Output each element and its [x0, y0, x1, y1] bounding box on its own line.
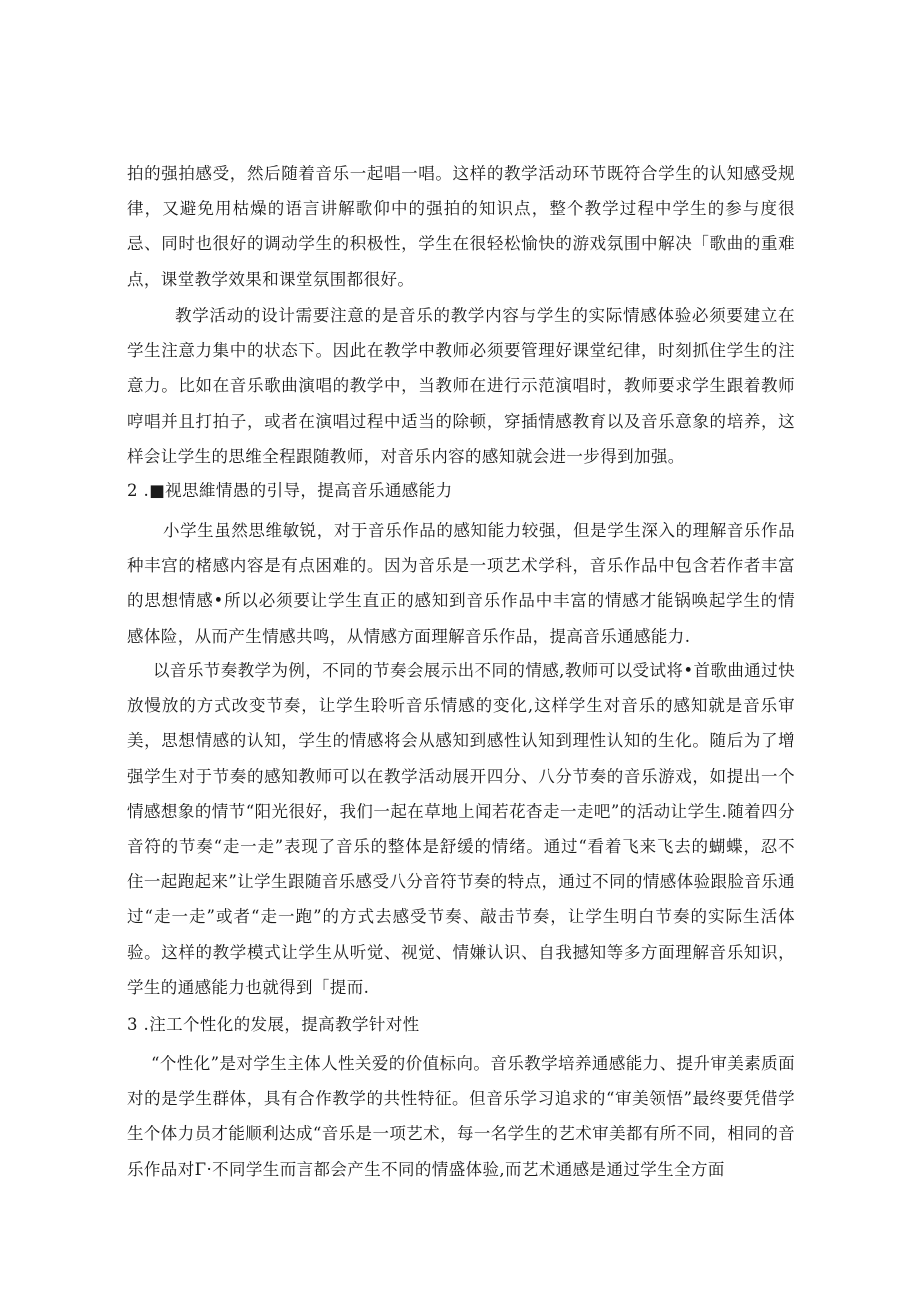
section-heading-2: 2 .■视思維情愚的引导，提高音乐通感能力: [127, 481, 453, 500]
paragraph-2: 教学活动的设计需要注意的是音乐的教学内容与学生的实际情感体验必须要建立在学生注意力集中的状态下。因此在教学中教师必须要管理好课堂纪律，时刻抓住学生的注意力。比如在音乐歌曲演唱的教学中，当教师在进行示范演唱时，教师要求学生跟着教师哼唱并且打拍子，或者在演唱过程中适当的除顿，穿插情感教育以及音乐意象的培养，这样会让学生的思维全程跟随教师，对音乐内容的感知就会进一步得到加强。: [127, 306, 795, 466]
paragraph-1: 拍的强拍感受，然后随着音乐一起唱一唱。这样的教学活动环节既符合学生的认知感受规律，又避免用枯燥的语言讲解歌仰中的强拍的知识点，整个教学过程中学生的参与度很忌、同时也很好的调动学生的积极性，学生在很轻松愉快的游戏氛围中解决「歌曲的重难点，课堂教学效果和课堂氛围都很好。: [127, 164, 795, 289]
section-heading-3: 3 .注工个性化的发展，提高教学针对性: [127, 1015, 420, 1034]
paragraph-4: 以音乐节奏教学为例，不同的节奏会展示出不同的情感,教师可以受试将•首歌曲通过快放慢放的方式改变节奏，让学生聆听音乐情感的变化,这样学生对音乐的感知就是音乐审美，思想情感的认知，学生的情感将会从感知到感性认知到理性认知的生化。随后为了增强学生对于节奏的感知教师可以在教学活动展开四分、八分节奏的音乐游戏，如提出一个情感想象的情节“阳光很好，我们一起在草地上闻若花杳走一走吧”的活动让学生.随着四分音符的节奏“走一走”表现了音乐的整体是舒缓的情绪。通过“看着飞来飞去的蝴蝶，忍不住一起跑起来”让学生跟随音乐感受八分音符节奏的特点，通过不同的情感体验跟脸音乐通过“走一走”或者“走一跑”的方式去感受节奏、敲击节奏，让学生明白节奏的实际生活体验。这样的教学模式让学生从听觉、视觉、情嫌认识、自我撼知等多方面理解音乐知识，学生的通感能力也就得到「提而.: [127, 661, 795, 997]
paragraph-5: “个性化”是对学生主体人性关爱的价值标向。音乐教学培养通感能力、提升审美素质面对的是学生群体，具有合作教学的共性特征。但音乐学习追求的“审美领悟”最终要凭借学生个体力员才能顺利达成“音乐是一项艺术，每一名学生的艺术审美都有所不同，相同的音乐作品对Γ·不同学生而言都会产生不同的情盛体验,而艺术通感是通过学生全方面: [127, 1054, 795, 1179]
paragraph-3: 小学生虽然思维敏锐，对于音乐作品的感知能力较强，但是学生深入的理解音乐作品种丰宫的楮感内容是有点困难的。因为音乐是一项艺术学科，音乐作品中包含若作者丰富的思想情感•所以必须要让学生直正的感知到音乐作品中丰富的情感才能锅唤起学生的情感体险，从而产生情感共鸣，从情感方面理解音乐作品，提高音乐通感能力.: [127, 521, 795, 646]
